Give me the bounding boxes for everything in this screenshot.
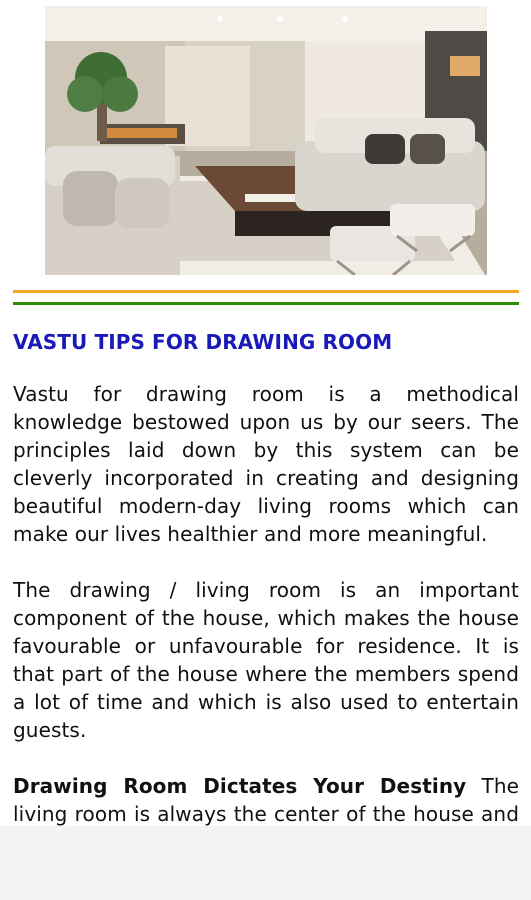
divider-green bbox=[13, 302, 519, 305]
paragraph-2: The drawing / living room is an important component of the house, which makes the house favourable or unfavourable for residence. It is that part of the house where the members spend a lot of time and which is also used to entertain guests. bbox=[13, 578, 519, 742]
paragraph-3-text: The living room is always the center of the house and bbox=[13, 774, 519, 826]
divider-orange bbox=[13, 290, 519, 293]
hero-living-room-image bbox=[45, 6, 487, 275]
article-content bbox=[13, 328, 519, 884]
page-title: VASTU TIPS FOR DRAWING ROOM bbox=[13, 330, 393, 354]
paragraph-3-heading: Drawing Room Dictates Your Destiny bbox=[13, 774, 467, 798]
bottom-empty-area bbox=[0, 826, 531, 900]
paragraph-1: Vastu for drawing room is a methodical knowledge bestowed upon us by our seers. The principles laid down by this system can be cleverly incorporated in creating and designing beautiful modern-day living rooms which can make our lives healthier and more meaningful. bbox=[13, 382, 519, 546]
